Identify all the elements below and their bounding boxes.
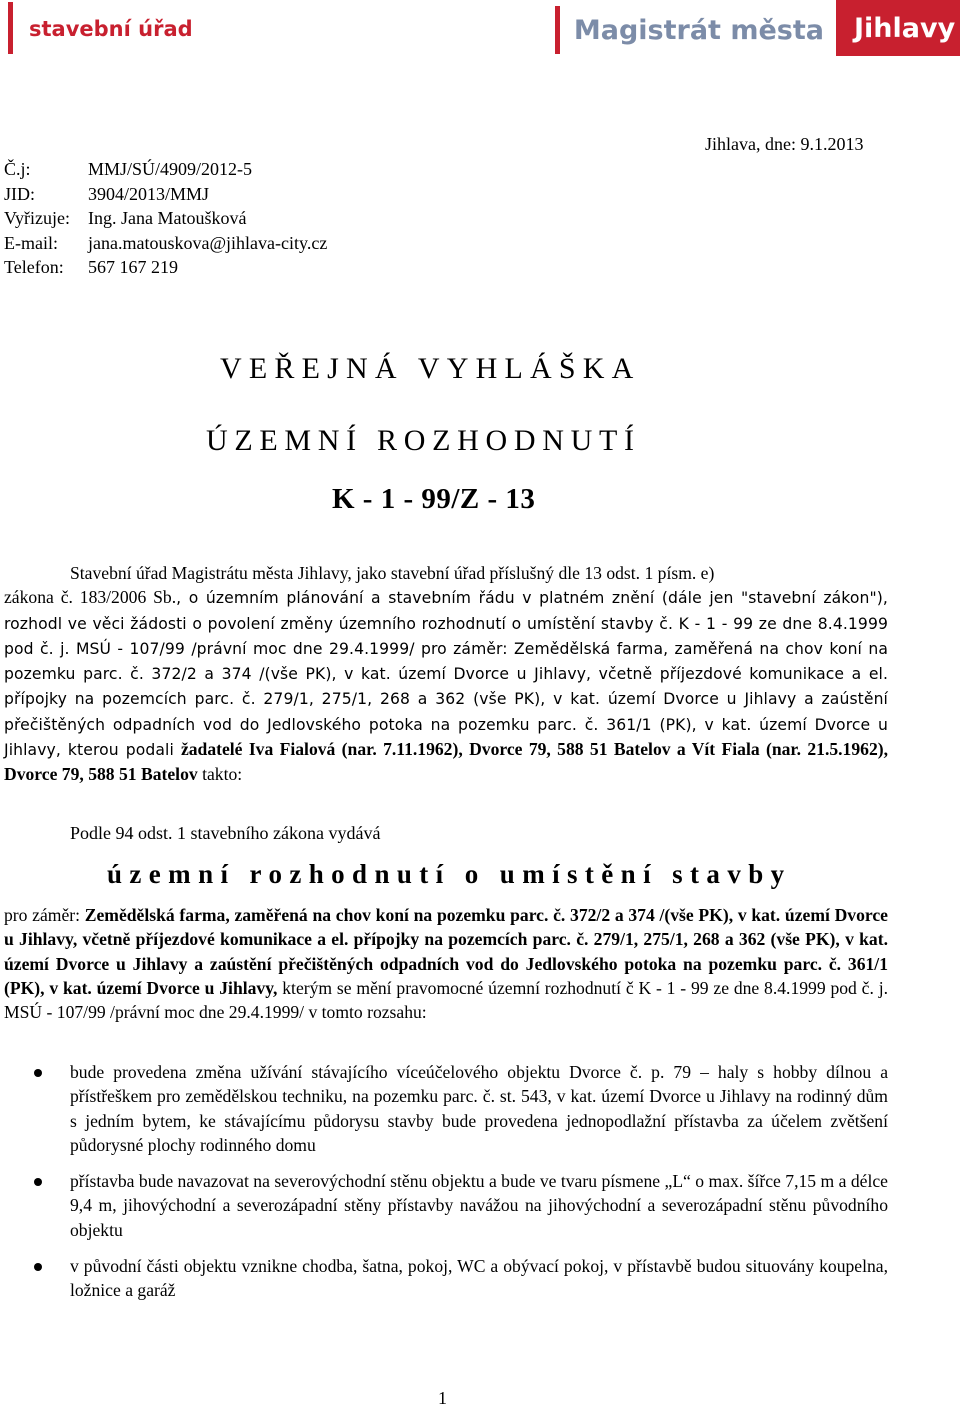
logo-left-text: stavební úřad: [29, 17, 193, 41]
page-number: 1: [438, 1388, 447, 1408]
list-item-text: přístavba bude navazovat na severovýchodní stěnu objektu a bude ve tvaru písmene „L“ o max. šířce 7,15 m a délce 9,4 m, jihovýchodní a severozápadní stěny přístavby navážou na jihovýchodní a severozápadní stěnu původního objektu: [70, 1171, 888, 1240]
magistrat-logo: [555, 0, 960, 56]
list-item: [0, 1169, 888, 1242]
email-label: E-mail:: [4, 232, 58, 253]
vyrizuje-row: [4, 206, 327, 231]
logo-jihlava-text: Jihlavy: [836, 0, 960, 56]
list-item: [0, 1254, 888, 1303]
telefon-value: 567 167 219: [88, 257, 178, 277]
paragraph-intro-rest: , o územním plánování a stavebním řádu v platném znění (dále jen "stavební zákon"), rozhodl ve věci žádosti o povolení změny územního rozhodnutí o umístění stavby č. K - 1 - 99 ze dne 8.4.1999 pod č. j. MSÚ - 107/99 /právní moc dne 29.4.1999/ pro záměr: Zemědělská farma, zaměřená na chov koní na pozemku parc. č. 372/2 a 374 /(vše PK), v kat. území Dvorce u Jihlavy, včetně příjezdové komunikace a el. přípojky na pozemcích parc. č. 279/1, 275/1, 268 a 362 (vše PK), v kat. území Dvorce u Jihlavy a zaústění přečištěných odpadních vod do Jedlovského potoka na pozemku parc. č. 361/1 (PK), v kat. území Dvorce u Jihlavy, kterou podali: [4, 589, 888, 760]
list-item-text: v původní části objektu vznikne chodba, šatna, pokoj, WC a obývací pokoj, v přístavbě budou situovány koupelna, ložnice a garáž: [70, 1256, 888, 1301]
heading-verejna-vyhlaska: VEŘEJNÁ VYHLÁŠKA: [220, 352, 641, 385]
cj-value: MMJ/SÚ/4909/2012-5: [88, 159, 253, 179]
paragraph-zamer-tail: kterým se mění pravomocné územní rozhodnutí č K - 1 - 99 ze dne 8.4.1999 pod č. j. MSÚ - 107/99 /právní moc dne 29.4.1999/ v tomto rozsahu:: [4, 977, 888, 1023]
heading-uzemni-rozhodnuti: ÚZEMNÍ ROZHODNUTÍ: [206, 424, 641, 457]
paragraph-zamer-lead: pro záměr:: [4, 905, 85, 925]
stavebni-urad-logo: [8, 2, 193, 54]
logo-right-bar: [555, 6, 560, 54]
bullet-icon: [34, 1178, 42, 1186]
logo-left-bar: [8, 2, 13, 54]
list-item-text: bude provedena změna užívání stávajícího víceúčelového objektu Dvorce č. p. 79 – haly s hobby dílnou a přístřeškem pro zemědělskou techniku, na pozemku parc. č. st. 543, v kat. území Dvorce u Jihlavy na rodinný dům s jedním bytem, ke stávajícímu půdorysu stavby bude provedena jednopodlažní přístavba za účelem zvětšení půdorysné plochy rodinného domu: [70, 1062, 888, 1155]
cj-row: [4, 157, 327, 182]
jid-value: 3904/2013/MMJ: [88, 183, 210, 204]
cj-label: Č.j:: [4, 159, 31, 179]
vyrizuje-label: Vyřizuje:: [4, 208, 70, 228]
email-value: jana.matouskova@jihlava-city.cz: [88, 232, 328, 253]
scope-list: [0, 1060, 888, 1315]
bullet-icon: [34, 1263, 42, 1271]
telefon-label: Telefon:: [4, 257, 64, 277]
paragraph-zamer-bold: Zemědělská farma, zaměřená na chov koní na pozemku parc. č. 372/2 a 374 /(vše PK), v kat. území Dvorce u Jihlavy, včetně příjezdové komunikace a el. přípojky na pozemcích parc. č. 279/1, 275/1, 268 a 362 (vše PK), v kat. území Dvorce u Jihlavy a zaústění přečištěných odpadních vod do Jedlovského potoka na pozemku parc. č. 361/1 (PK), v kat. území Dvorce u Jihlavy,: [4, 905, 888, 998]
paragraph-intro-applicants: žadatelé Iva Fialová (nar. 7.11.1962), Dvorce 79, 588 51 Batelov a Vít Fiala (nar. 21.5.1962), Dvorce 79, 588 51 Batelov: [4, 739, 888, 785]
list-item: [0, 1060, 888, 1157]
email-row: [4, 231, 327, 256]
paragraph-intro-tail: takto:: [197, 764, 243, 785]
paragraph-zamer: [4, 903, 888, 1024]
document-date: Jihlava, dne: 9.1.2013: [705, 134, 864, 154]
logo-magistrat-text: Magistrát města: [573, 14, 824, 46]
vyrizuje-value: Ing. Jana Matoušková: [88, 208, 247, 228]
jid-row: [4, 182, 327, 207]
reference-info: [4, 157, 327, 280]
heading-k-number: K - 1 - 99/Z - 13: [332, 483, 536, 515]
jid-label: JID:: [4, 183, 35, 204]
podle-line: Podle 94 odst. 1 stavebního zákona vydává: [70, 823, 381, 843]
telefon-row: [4, 255, 327, 280]
paragraph-intro-line-b: zákona č. 183/2006 Sb.: [4, 587, 177, 608]
bullet-icon: [34, 1069, 42, 1077]
paragraph-intro-line-a: Stavební úřad Magistrátu města Jihlavy, jako stavební úřad příslušný dle 13 odst. 1 písm. e): [70, 563, 715, 583]
paragraph-intro: [4, 561, 888, 787]
heading-uzemni-rozhodnuti-o-umisteni: územní rozhodnutí o umístění stavby: [107, 859, 792, 889]
